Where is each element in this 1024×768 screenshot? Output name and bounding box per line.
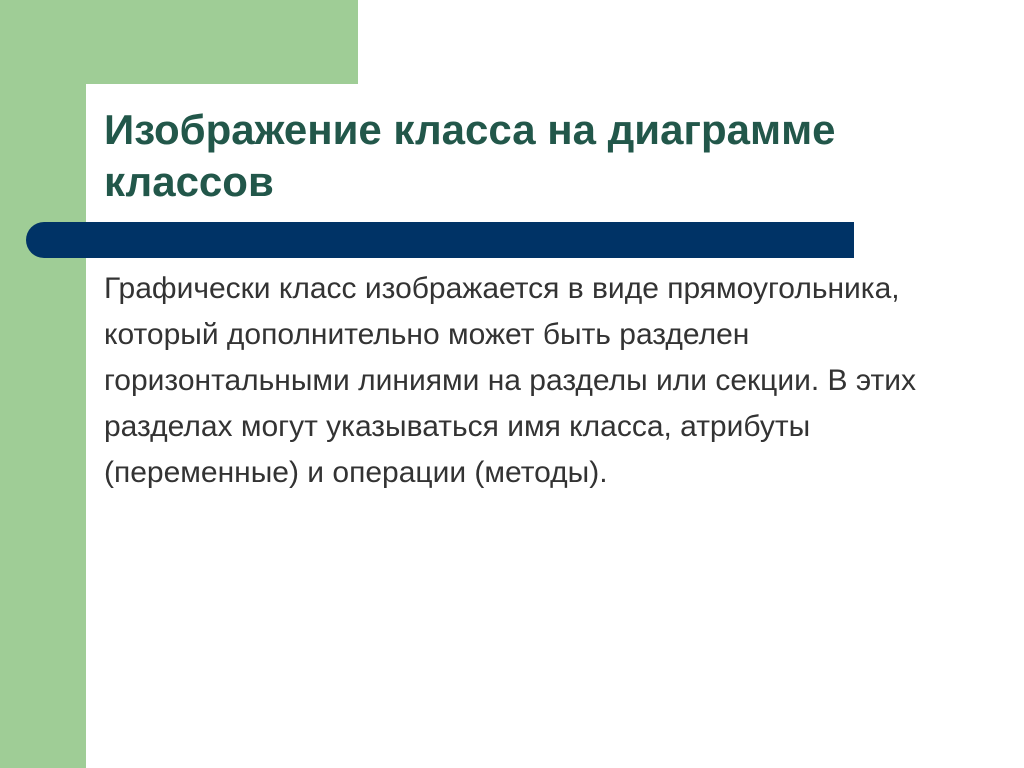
slide-title: Изображение класса на диаграмме классов — [104, 106, 836, 205]
decorative-green-sidebar — [0, 0, 86, 768]
decorative-green-top-block — [0, 0, 358, 84]
title-underline-bar — [26, 222, 854, 258]
slide-body-text: Графически класс изображается в виде прямоугольника, который дополнительно может быть разделен горизонтальными линиями на разделы или секции. В этих разделах могут указываться имя класса, атрибуты (переменные) и операции (методы). — [104, 272, 917, 489]
